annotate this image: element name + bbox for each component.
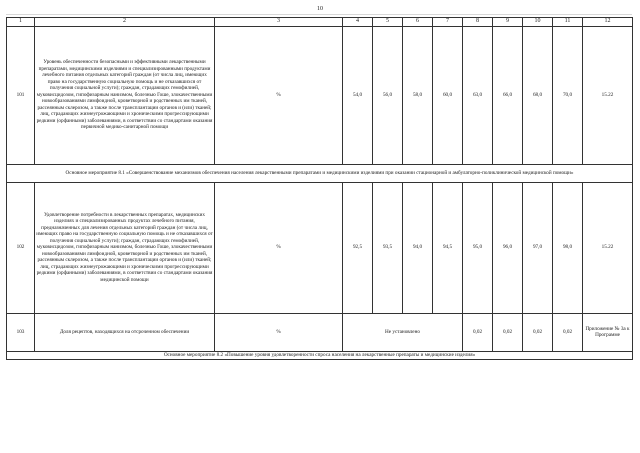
col-header: 2	[35, 18, 215, 27]
value-cell: 0,02	[463, 313, 493, 351]
col-header: 7	[433, 18, 463, 27]
table-row	[7, 182, 633, 313]
table-row	[7, 26, 633, 164]
reference-cell: Приложение № 3а к Программе	[583, 313, 633, 351]
col-header: 5	[373, 18, 403, 27]
value-cell: 63,0	[463, 26, 493, 164]
col-header: 9	[493, 18, 523, 27]
scan-artifact-line	[6, 14, 632, 15]
col-header: 6	[403, 18, 433, 27]
value-cell: 60,0	[433, 26, 463, 164]
value-cell: 0,02	[553, 313, 583, 351]
value-cell: 95,0	[463, 182, 493, 313]
value-cell: 70,0	[553, 26, 583, 164]
value-cell: 54,0	[343, 26, 373, 164]
section-row	[7, 164, 633, 182]
unit-cell: %	[215, 313, 343, 351]
section-row	[7, 351, 633, 359]
col-header: 3	[215, 18, 343, 27]
reference-cell: 15.22	[583, 182, 633, 313]
indicator-description: Доля рецептов, находящихся на отсроченном обеспечении	[35, 313, 215, 351]
value-cell: 58,0	[403, 26, 433, 164]
value-cell: 66,0	[493, 26, 523, 164]
col-header: 8	[463, 18, 493, 27]
section-title: Основное мероприятие 8.1 «Совершенствование механизмов обеспечения населения лекарственными препаратами и медицинскими изделиями при оказании стационарной и амбулаторно-поликлинической медицинской помощи»	[7, 164, 633, 182]
col-header: 11	[553, 18, 583, 27]
indicator-table	[6, 17, 633, 360]
value-cell: 56,0	[373, 26, 403, 164]
value-cell: 94,0	[403, 182, 433, 313]
col-header: 10	[523, 18, 553, 27]
value-cell: 0,02	[493, 313, 523, 351]
value-cell: 98,0	[553, 182, 583, 313]
value-cell: 68,0	[523, 26, 553, 164]
value-cell: 0,02	[523, 313, 553, 351]
section-title: Основное мероприятие 8.2 «Повышение уровня удовлетворенности спроса населения на лекарственные препараты и медицинские изделия»	[7, 351, 633, 359]
row-number: 102	[7, 182, 35, 313]
row-number: 101	[7, 26, 35, 164]
reference-cell: 15.22	[583, 26, 633, 164]
indicator-description: Уровень обеспеченности безопасными и эффективными лекарственными препаратами, медицинскими изделиями и специализированными продуктами лечебного питания отдельных категорий граждан (от числа лиц, имеющих право на государственную социальную помощь и не отказавшихся от получения социальной услуги); граждан, страдающих гемофилией, муковисцидозом, гипофизарным нанизмом, болезнью Гоше, злокачественными новообразованиями лимфоидной, кроветворной и родственных им тканей, рассеянным склерозом, а также после трансплантации органов и (или) тканей; лиц, страдающих жизнеугрожающими и хроническими прогрессирующими редкими (орфанными) заболеваниями, в соответствии со стандартами оказания первичной медико-санитарной помощи	[35, 26, 215, 164]
value-cell: 97,0	[523, 182, 553, 313]
column-numbers-row	[7, 18, 633, 27]
value-cell: 96,0	[493, 182, 523, 313]
table-row	[7, 313, 633, 351]
col-header: 1	[7, 18, 35, 27]
value-cell: 93,5	[373, 182, 403, 313]
value-cell: 92,5	[343, 182, 373, 313]
row-number: 103	[7, 313, 35, 351]
page-number: 10	[317, 6, 323, 12]
col-header: 12	[583, 18, 633, 27]
not-set-cell: Не установлено	[343, 313, 463, 351]
indicator-description: Удовлетворение потребности в лекарственных препаратах, медицинских изделиях и специализированных продуктах лечебного питания, предназначенных для лечения отдельных категорий граждан (от числа лиц, имеющих право на государственную социальную помощь и не отказавшихся от получения социальной услуги); граждан, страдающих гемофилией, муковисцидозом, гипофизарным нанизмом, болезнью Гоше, злокачественными новообразованиями лимфоидной, кроветворной и родственных им тканей, рассеянным склерозом, а также после трансплантации органов и (или) тканей; лиц, страдающих жизнеугрожающими и хроническими прогрессирующими редкими (орфанными) заболеваниями, в соответствии со стандартами оказания медицинской помощи	[35, 182, 215, 313]
col-header: 4	[343, 18, 373, 27]
unit-cell: %	[215, 182, 343, 313]
value-cell: 94,5	[433, 182, 463, 313]
unit-cell: %	[215, 26, 343, 164]
